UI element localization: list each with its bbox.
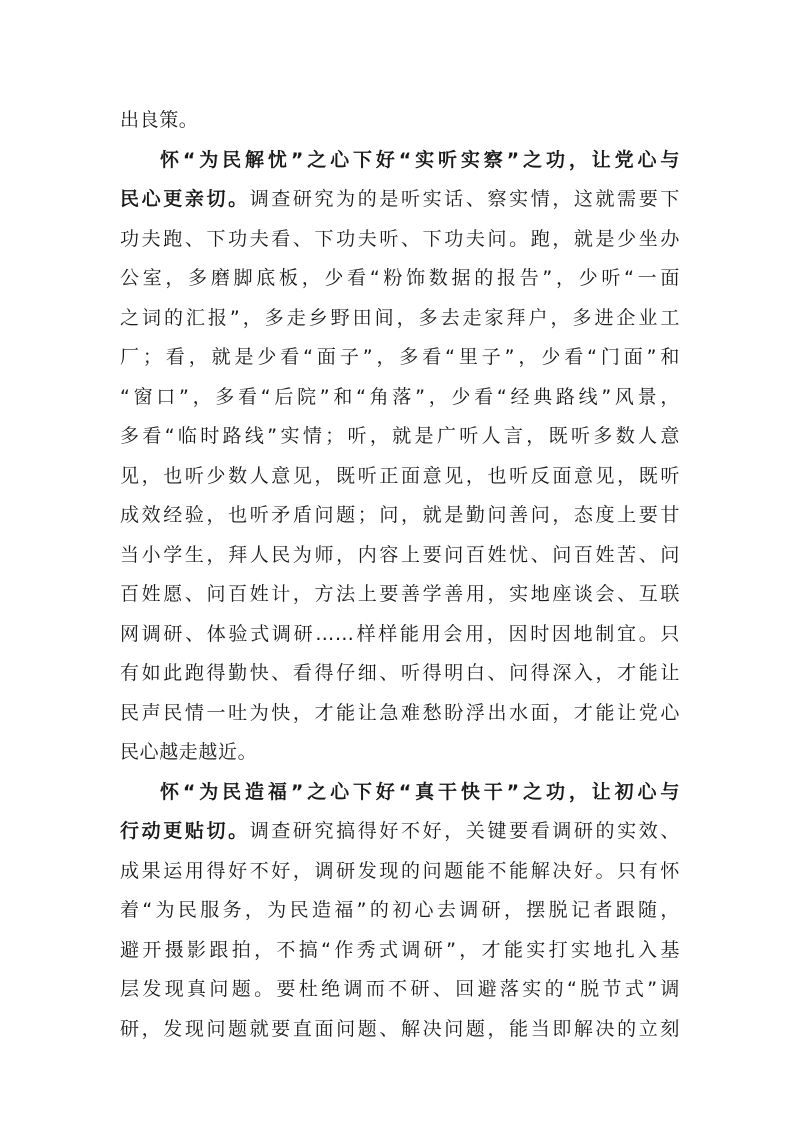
line-text: “窗口”，多看“后院”和“角落”，少看“经典路线”风景， [120, 386, 680, 408]
section-heading-line [160, 780, 680, 804]
line-text: 民声民情一吐为快，才能让急难愁盼浮出水面，才能让党心 [120, 702, 680, 724]
paragraph-line [120, 859, 680, 883]
paragraph-line [120, 266, 680, 290]
paragraph-line [120, 424, 680, 448]
line-text: 民心越走越近。 [120, 741, 258, 763]
line-text: 厂；看，就是少看“面子”，多看“里子”，少看“门面”和 [120, 346, 680, 368]
paragraph-line [120, 661, 680, 685]
paragraph-line [120, 464, 680, 488]
heading-text: 民心更亲切。 [120, 188, 250, 210]
line-text: 成果运用得好不好，调研发现的问题能不能解决好。只有怀 [120, 860, 680, 882]
paragraph-line [120, 345, 680, 369]
paragraph-line [120, 227, 680, 251]
heading-text: 怀“为民解忧”之心下好“实听实察”之功，让党心与 [160, 149, 680, 171]
section-heading-line [160, 148, 680, 172]
paragraph-line [120, 582, 680, 606]
line-text: 网调研、体验式调研……样样能用会用，因时因地制宜。只 [120, 623, 680, 645]
paragraph-line [120, 1017, 680, 1041]
line-text: 调查研究搞得好不好，关键要看调研的实效、 [249, 820, 680, 842]
heading-text: 怀“为民造福”之心下好“真干快干”之功，让初心与 [160, 781, 680, 803]
line-text: 避开摄影跟拍，不搞“作秀式调研”，才能实打实地扎入基 [120, 939, 680, 961]
paragraph-line [120, 108, 680, 132]
line-text: 当小学生，拜人民为师，内容上要问百姓忧、问百姓苦、问 [120, 544, 680, 566]
line-text: 见，也听少数人意见，既听正面意见，也听反面意见，既听 [120, 465, 680, 487]
line-text: 成效经验，也听矛盾问题；问，就是勤问善问，态度上要甘 [120, 504, 680, 526]
paragraph-line [120, 938, 680, 962]
paragraph-line [120, 898, 680, 922]
paragraph-line [120, 819, 680, 843]
paragraph-line [120, 187, 680, 211]
paragraph-line [120, 740, 680, 764]
line-text: 有如此跑得勤快、看得仔细、听得明白、问得深入，才能让 [120, 662, 680, 684]
line-text: 功夫跑、下功夫看、下功夫听、下功夫问。跑，就是少坐办 [120, 228, 680, 250]
line-text: 多看“临时路线”实情；听，就是广听人言，既听多数人意 [120, 425, 680, 447]
line-text: 着“为民服务，为民造福”的初心去调研，摆脱记者跟随， [120, 899, 680, 921]
paragraph-line [120, 622, 680, 646]
line-text: 出良策。 [120, 109, 199, 131]
heading-text: 行动更贴切。 [120, 820, 250, 842]
paragraph-line [120, 977, 680, 1001]
paragraph-line [120, 385, 680, 409]
line-text: 百姓愿、问百姓计，方法上要善学善用，实地座谈会、互联 [120, 583, 680, 605]
paragraph-line [120, 306, 680, 330]
line-text: 公室，多磨脚底板，少看“粉饰数据的报告”，少听“一面 [120, 267, 680, 289]
paragraph-line [120, 543, 680, 567]
line-text: 之词的汇报”，多走乡野田间，多去走家拜户，多进企业工 [120, 307, 680, 329]
paragraph-line [120, 503, 680, 527]
line-text: 研，发现问题就要直面问题、解决问题，能当即解决的立刻 [120, 1018, 680, 1040]
line-text: 调查研究为的是听实话、察实情，这就需要下 [249, 188, 680, 210]
paragraph-line [120, 701, 680, 725]
line-text: 层发现真问题。要杜绝调而不研、回避落实的“脱节式”调 [120, 978, 680, 1000]
